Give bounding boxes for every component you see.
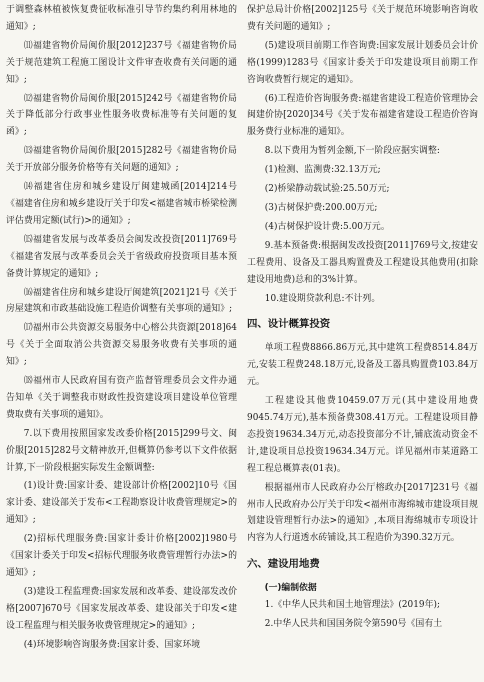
right-column [247, 2, 478, 682]
paragraph: (1)检测、监测费:32.13万元; [264, 165, 381, 176]
paragraph: (3)建设工程监理费:国家发展和改革委、建设部发改价格[2007]670号《国家发展改革委、建设部关于印发<建设工程监理与相关服务收费管理规定>的通知》; [6, 586, 237, 631]
paragraph: 保护总局计价格[2002]125号《关于规范环境影响咨询收费有关问题的通知》; [247, 5, 478, 32]
paragraph: ⒀福建省物价局闽价服[2015]282号《福建省物价局关于开放部分服务价格等有关问题的通知》; [6, 146, 237, 174]
section-heading: 四、设计概算投资 [247, 318, 331, 331]
paragraph: ⑾福建省物价局闽价服[2012]237号《福建省物价局关于规范建筑工程施工图设计文件审查收费有关问题的通知》; [6, 40, 237, 85]
paragraph: ⑿福建省物价局闽价服[2015]242号《福建省物价局关于降低部分行政事业性服务收费标准等有关问题的复函》; [6, 93, 237, 138]
paragraph: (2)招标代理服务费:国家计委计价格[2002]1980号《国家计委关于印发<招标代理服务收费管理暂行办法>的通知》; [6, 534, 237, 578]
paragraph: 2.中华人民共和国国务院令第590号《国有土 [264, 619, 443, 630]
paragraph: (2)桥梁静动载试验:25.50万元; [264, 184, 390, 195]
paragraph: (5)建设项目前期工作咨询费:国家发展计划委员会计价格(1999)1283号《国家计委关于印发建设项目前期工作咨询收费暂行规定的通知》。 [247, 40, 478, 85]
section-heading: 六、建设用地费 [247, 558, 320, 571]
paragraph: (4)环境影响咨询服务费:国家计委、国家环境 [23, 639, 201, 650]
paragraph: 8.以下费用为暂列金额,下一阶段应据实调整: [264, 146, 440, 157]
paragraph: ⒁福建省住房和城乡建设厅闽建城函[2014]214号《福建省住房和城乡建设厅关于印发<福建省城市桥梁检测评估费用定额(试行)>的通知》; [6, 182, 237, 226]
paragraph: 10.建设期贷款利息:不计列。 [264, 293, 381, 304]
paragraph: 7.以下费用按照国家发改委价格[2015]299号文、闽价服[2015]282号文精神放开,但概算仍参考以下文件依据计算,下一阶段根据实际发生金额调整: [6, 428, 237, 473]
paragraph: ⒃福建省住房和城乡建设厅闽建筑[2021]21号《关于房屋建筑和市政基础设施工程造价调整有关事项的通知》; [6, 287, 237, 315]
paragraph: 单项工程费8866.86万元,其中建筑工程费8514.84万元,安装工程费248.18万元,设备及工器具购置费103.84万元。 [247, 343, 478, 388]
paragraph: (4)古树保护设计费:5.00万元。 [264, 221, 390, 232]
paragraph: ⒄福州市公共资源交易服务中心榕公共资源[2018]64号《关于全面取消公共资源交易服务收费有关事项的通知》; [6, 323, 237, 368]
paragraph: 9.基本预备费:根据闽发改投资[2011]769号文,按建安工程费用、设备及工器具购置费及工程建设其他费用(扣除建设用地费)总和的3%计算。 [247, 240, 478, 285]
paragraph: 工程建设其他费10459.07万元(其中建设用地费9045.74万元),基本预备费308.41万元。工程建设项目静态投资19634.34万元,动态投资部分不计,铺底流动资金不计,建设项目总投资19634.34万元。详见福州市某道路工程工程总概算表(01表)。 [247, 396, 478, 474]
paragraph: ⒅福州市人民政府国有资产监督管理委员会文件办通告知单《关于调整我市财政性投资建设项目建设单位管理费取费有关事项的通知》。 [6, 376, 237, 420]
paragraph: (1)设计费:国家计委、建设部计价格[2002]10号《国家计委、建设部关于发布<工程勘察设计收费管理规定>的通知》; [6, 481, 237, 526]
paragraph: 根据福州市人民政府办公厅榕政办[2017]231号《福州市人民政府办公厅关于印发<福州市海绵城市建设项目规划建设管理暂行办法>的通知》,本项目海绵城市专项设计内容为人行道透水砖铺设,其工程造价为390.32万元。 [247, 482, 478, 544]
subsection-heading: (一)编制依据 [264, 583, 317, 594]
left-column [6, 2, 237, 682]
paragraph: ⒂福建省发展与改革委员会闽发改投资[2011]769号《福建省发展与改革委员会关于省级政府投资项目基本预备费计算规定的通知》; [6, 234, 237, 279]
paragraph: (3)古树保护费:200.00万元; [264, 202, 378, 213]
paragraph: 于调整森林植被恢复费征收标准引导节约集约利用林地的通知》; [6, 5, 237, 32]
paragraph: 1.《中华人民共和国土地管理法》(2019年); [264, 600, 441, 611]
paragraph: (6)工程造价咨询服务费:福建省建设工程造价管理协会闽建价协[2020]34号《关于发布福建省建设工程造价咨询服务费行业标准的通知》。 [247, 93, 478, 138]
